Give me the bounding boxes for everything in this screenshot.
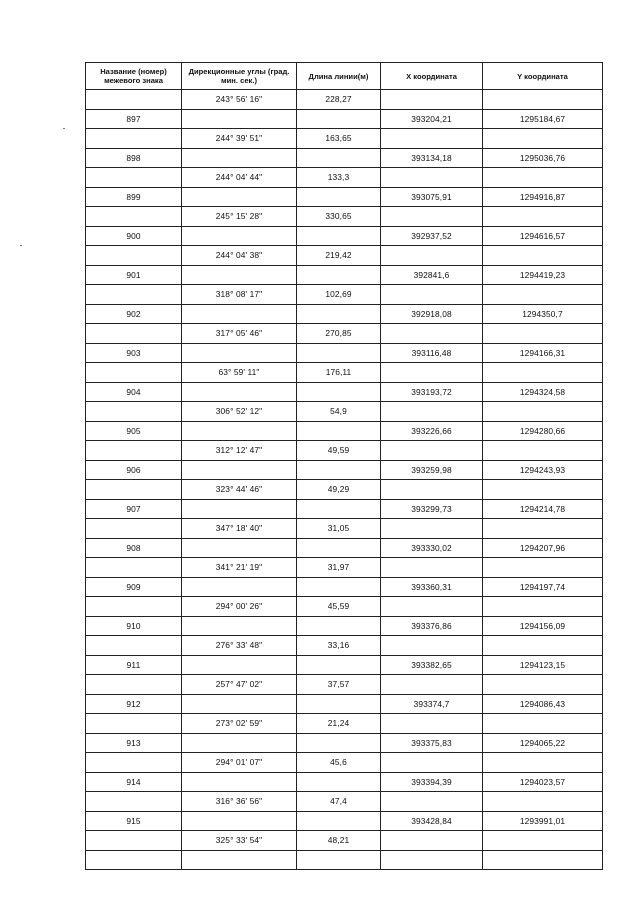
table-row-point	[86, 811, 603, 831]
cell-x: 392918,08	[381, 304, 483, 324]
cell-x	[381, 831, 483, 851]
table-row-segment	[86, 753, 603, 773]
cell-x	[381, 402, 483, 422]
cell-y: 1294916,87	[483, 187, 603, 207]
cell-angle	[182, 304, 297, 324]
table-row-point	[86, 655, 603, 675]
cell-x	[381, 441, 483, 461]
cell-angle	[182, 265, 297, 285]
table-row-point	[86, 733, 603, 753]
cell-y	[483, 90, 603, 110]
cell-name	[86, 90, 182, 110]
cell-length	[297, 109, 381, 129]
cell-x: 393075,91	[381, 187, 483, 207]
cell-y	[483, 363, 603, 383]
cell-y	[483, 831, 603, 851]
cell-length: 270,85	[297, 324, 381, 344]
cell-y	[483, 714, 603, 734]
cell-name: 913	[86, 733, 182, 753]
cell-name	[86, 129, 182, 149]
cell-y	[483, 441, 603, 461]
cell-y: 1295036,76	[483, 148, 603, 168]
cell-angle	[182, 538, 297, 558]
cell-y: 1294197,74	[483, 577, 603, 597]
cell-y	[483, 402, 603, 422]
cell-angle: 244° 39' 51"	[182, 129, 297, 149]
table-row-point	[86, 265, 603, 285]
cell-length	[297, 343, 381, 363]
cell-length	[297, 655, 381, 675]
table-row-segment	[86, 831, 603, 851]
cell-x: 393226,66	[381, 421, 483, 441]
cell-x: 393376,86	[381, 616, 483, 636]
table-row-segment	[86, 129, 603, 149]
cell-name	[86, 480, 182, 500]
cell-x: 393204,21	[381, 109, 483, 129]
cell-angle	[182, 577, 297, 597]
cell-name	[86, 753, 182, 773]
cell-x	[381, 558, 483, 578]
cell-name	[86, 246, 182, 266]
cell-name: 911	[86, 655, 182, 675]
cell-y: 1294086,43	[483, 694, 603, 714]
table-row-segment	[86, 285, 603, 305]
cell-x: 392937,52	[381, 226, 483, 246]
table-row-point	[86, 109, 603, 129]
cell-y	[483, 675, 603, 695]
cell-y	[483, 168, 603, 188]
header-length: Длина линии(м)	[297, 63, 381, 90]
cell-name: 915	[86, 811, 182, 831]
cell-name	[86, 558, 182, 578]
cell-name: 901	[86, 265, 182, 285]
cell-length: 49,59	[297, 441, 381, 461]
cell-angle	[182, 655, 297, 675]
table-row-segment	[86, 636, 603, 656]
cell-y	[483, 285, 603, 305]
cell-x: 393134,18	[381, 148, 483, 168]
cell-length: 48,21	[297, 831, 381, 851]
cell-angle	[182, 109, 297, 129]
cell-x: 393360,31	[381, 577, 483, 597]
table-row-point	[86, 421, 603, 441]
cell-empty	[483, 850, 603, 870]
cell-y: 1294243,93	[483, 460, 603, 480]
cell-length: 54,9	[297, 402, 381, 422]
cell-name: 900	[86, 226, 182, 246]
table-row-empty	[86, 850, 603, 870]
cell-x	[381, 363, 483, 383]
cell-y	[483, 558, 603, 578]
table-row-segment	[86, 675, 603, 695]
cell-y	[483, 636, 603, 656]
cell-angle: 244° 04' 44"	[182, 168, 297, 188]
cell-angle: 312° 12' 47"	[182, 441, 297, 461]
cell-length	[297, 304, 381, 324]
cell-angle: 294° 01' 07"	[182, 753, 297, 773]
cell-angle	[182, 421, 297, 441]
cell-angle: 63° 59' 11"	[182, 363, 297, 383]
cell-x: 393382,65	[381, 655, 483, 675]
cell-name: 907	[86, 499, 182, 519]
cell-name	[86, 441, 182, 461]
cell-y	[483, 207, 603, 227]
cell-angle: 306° 52' 12"	[182, 402, 297, 422]
cell-y: 1294156,09	[483, 616, 603, 636]
cell-angle: 347° 18' 40"	[182, 519, 297, 539]
cell-length: 33,16	[297, 636, 381, 656]
cell-x	[381, 168, 483, 188]
cell-angle	[182, 811, 297, 831]
cell-y: 1294350,7	[483, 304, 603, 324]
cell-name	[86, 831, 182, 851]
table-row-point	[86, 499, 603, 519]
cell-angle	[182, 616, 297, 636]
cell-length: 49,29	[297, 480, 381, 500]
table-row-point	[86, 694, 603, 714]
cell-angle: 273° 02' 59"	[182, 714, 297, 734]
cell-y: 1294023,57	[483, 772, 603, 792]
cell-name: 903	[86, 343, 182, 363]
cell-length: 45,59	[297, 597, 381, 617]
cell-length	[297, 538, 381, 558]
cell-x	[381, 519, 483, 539]
cell-name	[86, 675, 182, 695]
cell-x	[381, 675, 483, 695]
cell-y	[483, 324, 603, 344]
table-row-segment	[86, 402, 603, 422]
cell-name: 908	[86, 538, 182, 558]
cell-y: 1294207,96	[483, 538, 603, 558]
cell-name	[86, 168, 182, 188]
table-row-point	[86, 382, 603, 402]
cell-x: 393375,83	[381, 733, 483, 753]
cell-x	[381, 129, 483, 149]
cell-y	[483, 246, 603, 266]
table-row-segment	[86, 792, 603, 812]
cell-name: 902	[86, 304, 182, 324]
cell-length	[297, 811, 381, 831]
cell-name	[86, 285, 182, 305]
cell-name: 904	[86, 382, 182, 402]
cell-name: 906	[86, 460, 182, 480]
cell-length: 21,24	[297, 714, 381, 734]
cell-name: 914	[86, 772, 182, 792]
cell-length	[297, 460, 381, 480]
cell-y	[483, 519, 603, 539]
cell-x	[381, 636, 483, 656]
cell-angle	[182, 499, 297, 519]
cell-x	[381, 753, 483, 773]
cell-x: 393193,72	[381, 382, 483, 402]
cell-angle	[182, 226, 297, 246]
cell-x: 393299,73	[381, 499, 483, 519]
cell-length: 133,3	[297, 168, 381, 188]
table-row-segment	[86, 246, 603, 266]
cell-x	[381, 480, 483, 500]
cell-name	[86, 636, 182, 656]
cell-y: 1294324,58	[483, 382, 603, 402]
cell-length: 37,57	[297, 675, 381, 695]
cell-x	[381, 714, 483, 734]
cell-x	[381, 324, 483, 344]
cell-x	[381, 792, 483, 812]
cell-length	[297, 187, 381, 207]
table-row-segment	[86, 324, 603, 344]
cell-angle	[182, 343, 297, 363]
cell-length	[297, 733, 381, 753]
header-y: Y координата	[483, 63, 603, 90]
cell-name: 899	[86, 187, 182, 207]
cell-length: 47,4	[297, 792, 381, 812]
table-row-point	[86, 616, 603, 636]
cell-angle: 276° 33' 48"	[182, 636, 297, 656]
cell-x	[381, 246, 483, 266]
table-row-point	[86, 343, 603, 363]
table-row-segment	[86, 207, 603, 227]
cell-y: 1294214,78	[483, 499, 603, 519]
table-row-segment	[86, 714, 603, 734]
header-name: Название (номер) межевого знака	[86, 63, 182, 90]
cell-angle: 318° 08' 17"	[182, 285, 297, 305]
table-row-segment	[86, 597, 603, 617]
cell-length	[297, 694, 381, 714]
cell-angle: 325° 33' 54"	[182, 831, 297, 851]
boundary-coordinates-table	[85, 62, 603, 870]
cell-length: 176,11	[297, 363, 381, 383]
cell-name: 910	[86, 616, 182, 636]
header-angle: Дирекционные углы (град. мин. сек.)	[182, 63, 297, 90]
cell-angle: 243° 56' 16"	[182, 90, 297, 110]
cell-name	[86, 363, 182, 383]
cell-length	[297, 265, 381, 285]
cell-length: 219,42	[297, 246, 381, 266]
cell-name: 898	[86, 148, 182, 168]
cell-y	[483, 129, 603, 149]
cell-length	[297, 226, 381, 246]
cell-length	[297, 421, 381, 441]
cell-name	[86, 519, 182, 539]
cell-x: 392841,6	[381, 265, 483, 285]
cell-name	[86, 714, 182, 734]
cell-length	[297, 382, 381, 402]
cell-name: 897	[86, 109, 182, 129]
cell-length: 163,65	[297, 129, 381, 149]
table-row-point	[86, 538, 603, 558]
cell-angle: 317° 05' 46"	[182, 324, 297, 344]
cell-y	[483, 480, 603, 500]
header-x: X координата	[381, 63, 483, 90]
cell-name	[86, 597, 182, 617]
cell-x: 393259,98	[381, 460, 483, 480]
cell-x	[381, 207, 483, 227]
table-row-point	[86, 148, 603, 168]
cell-x: 393428,84	[381, 811, 483, 831]
cell-length: 330,65	[297, 207, 381, 227]
cell-angle	[182, 694, 297, 714]
cell-length: 31,97	[297, 558, 381, 578]
cell-length	[297, 499, 381, 519]
cell-x: 393374,7	[381, 694, 483, 714]
cell-angle: 257° 47' 02"	[182, 675, 297, 695]
table-row-segment	[86, 519, 603, 539]
cell-empty	[86, 850, 182, 870]
cell-length: 45,6	[297, 753, 381, 773]
cell-name: 909	[86, 577, 182, 597]
cell-y: 1294280,66	[483, 421, 603, 441]
cell-angle: 316° 36' 56"	[182, 792, 297, 812]
scan-speck	[63, 128, 65, 129]
cell-empty	[381, 850, 483, 870]
cell-angle	[182, 187, 297, 207]
cell-length: 31,05	[297, 519, 381, 539]
cell-angle: 294° 00' 26"	[182, 597, 297, 617]
cell-angle	[182, 382, 297, 402]
cell-length	[297, 577, 381, 597]
cell-y: 1294166,31	[483, 343, 603, 363]
cell-y: 1294123,15	[483, 655, 603, 675]
table-row-point	[86, 772, 603, 792]
cell-name	[86, 792, 182, 812]
cell-x	[381, 285, 483, 305]
cell-x: 393116,48	[381, 343, 483, 363]
table-row-segment	[86, 441, 603, 461]
table-row-segment	[86, 168, 603, 188]
cell-y: 1294065,22	[483, 733, 603, 753]
cell-y	[483, 597, 603, 617]
cell-x: 393394,39	[381, 772, 483, 792]
table-row-point	[86, 304, 603, 324]
cell-angle	[182, 460, 297, 480]
table-body	[86, 90, 603, 870]
cell-length: 102,69	[297, 285, 381, 305]
cell-empty	[182, 850, 297, 870]
cell-name: 912	[86, 694, 182, 714]
cell-name	[86, 324, 182, 344]
cell-y	[483, 753, 603, 773]
cell-angle	[182, 733, 297, 753]
cell-angle: 323° 44' 46"	[182, 480, 297, 500]
table-row-point	[86, 460, 603, 480]
cell-name: 905	[86, 421, 182, 441]
table-row-point	[86, 577, 603, 597]
table-row-point	[86, 187, 603, 207]
cell-y	[483, 792, 603, 812]
scan-speck	[20, 245, 22, 246]
table-row-segment	[86, 558, 603, 578]
cell-angle	[182, 148, 297, 168]
cell-length	[297, 148, 381, 168]
table-header-row	[86, 63, 603, 90]
table-row-segment	[86, 363, 603, 383]
cell-y: 1293991,01	[483, 811, 603, 831]
cell-x: 393330,02	[381, 538, 483, 558]
table-row-segment	[86, 90, 603, 110]
table-row-point	[86, 226, 603, 246]
cell-x	[381, 90, 483, 110]
cell-angle: 245° 15' 28"	[182, 207, 297, 227]
cell-angle	[182, 772, 297, 792]
cell-name	[86, 402, 182, 422]
cell-y: 1295184,67	[483, 109, 603, 129]
cell-length	[297, 772, 381, 792]
cell-angle: 244° 04' 38"	[182, 246, 297, 266]
cell-length: 228,27	[297, 90, 381, 110]
cell-empty	[297, 850, 381, 870]
cell-name	[86, 207, 182, 227]
cell-length	[297, 616, 381, 636]
table-row-segment	[86, 480, 603, 500]
cell-x	[381, 597, 483, 617]
cell-angle: 341° 21' 19"	[182, 558, 297, 578]
cell-y: 1294616,57	[483, 226, 603, 246]
cell-y: 1294419,23	[483, 265, 603, 285]
